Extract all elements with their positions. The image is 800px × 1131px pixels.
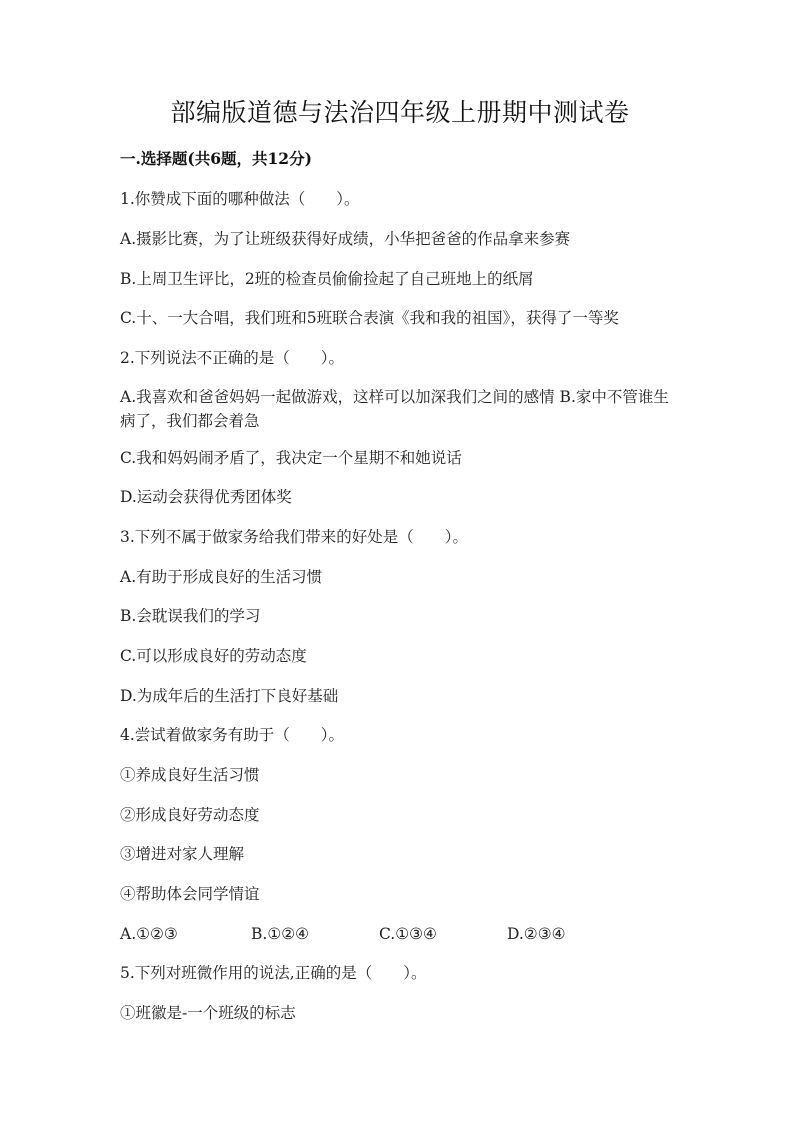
- q1-option-c: C.十、一大合唱，我们班和5班联合表演《我和我的祖国》，获得了一等奖: [120, 309, 619, 327]
- q4-option-d: D.②③④: [507, 925, 566, 943]
- page-title: 部编版道德与法治四年级上册期中测试卷: [170, 98, 630, 127]
- question-2: 2.下列说法不正确的是（ ）。: [120, 349, 345, 367]
- q4-item-3: ③增进对家人理解: [120, 845, 245, 863]
- q4-item-2: ②形成良好劳动态度: [120, 806, 260, 824]
- q5-item-1: ①班徽是-一个班级的标志: [120, 1004, 296, 1022]
- section-heading: 一.选择题(共6题，共12分): [120, 149, 312, 168]
- question-5: 5.下列对班微作用的说法,正确的是（ ）。: [120, 964, 427, 982]
- q2-option-ab: A.我喜欢和爸爸妈妈一起做游戏，这样可以加深我们之间的感情 B.家中不管谁生病了，我们都会着急: [120, 388, 669, 430]
- q2-option-c: C.我和妈妈闹矛盾了，我决定一个星期不和她说话: [120, 449, 462, 467]
- q3-option-b: B.会耽误我们的学习: [120, 607, 261, 625]
- q1-option-b: B.上周卫生评比，2班的检查员偷偷捡起了自己班地上的纸屑: [120, 270, 534, 288]
- q3-option-c: C.可以形成良好的劳动态度: [120, 647, 307, 665]
- question-3: 3.下列不属于做家务给我们带来的好处是（ ）。: [120, 528, 469, 546]
- q2-option-d: D.运动会获得优秀团体奖: [120, 488, 292, 506]
- question-4: 4.尝试着做家务有助于（ ）。: [120, 726, 345, 744]
- q3-option-a: A.有助于形成良好的生活习惯: [120, 568, 323, 586]
- q4-item-4: ④帮助体会同学情谊: [120, 885, 260, 903]
- q4-option-b: B.①②④: [251, 925, 310, 943]
- q4-item-1: ①养成良好生活习惯: [120, 766, 260, 784]
- question-1: 1.你赞成下面的哪种做法（ ）。: [120, 190, 360, 208]
- q4-option-a: A.①②③: [120, 925, 178, 943]
- q3-option-d: D.为成年后的生活打下良好基础: [120, 687, 339, 705]
- q1-option-a: A.摄影比赛，为了让班级获得好成绩，小华把爸爸的作品拿来参赛: [120, 230, 571, 248]
- q4-option-c: C.①③④: [379, 925, 437, 943]
